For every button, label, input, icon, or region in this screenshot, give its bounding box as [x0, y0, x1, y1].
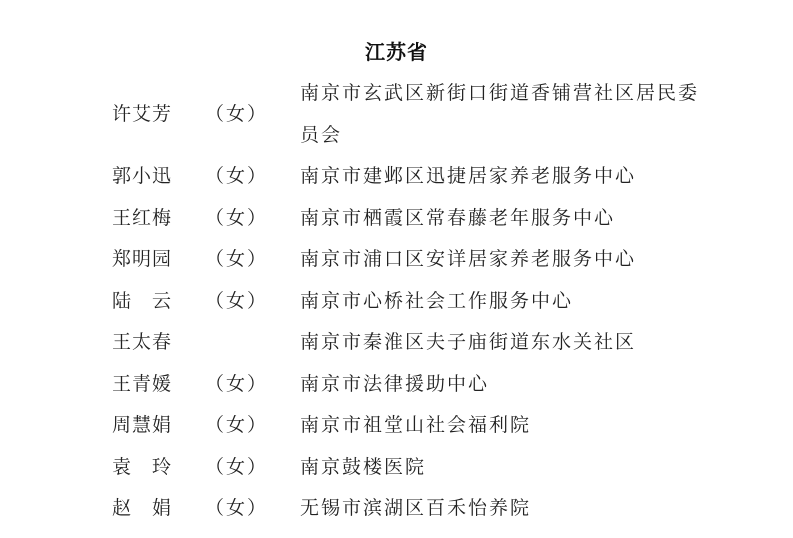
person-organization: 南京市浦口区安详居家养老服务中心	[300, 248, 637, 270]
person-gender: （女）	[205, 497, 269, 519]
person-organization: 南京鼓楼医院	[300, 455, 427, 478]
person-name: 赵 娟	[112, 497, 173, 519]
person-gender: （女）	[205, 103, 269, 125]
honoree-list	[0, 73, 793, 530]
person-name: 郭小迅	[112, 165, 173, 187]
person-organization: 南京市建邺区迅捷居家养老服务中心	[300, 165, 637, 187]
page-title: 江苏省	[365, 40, 428, 64]
person-name: 陆 云	[112, 289, 173, 312]
person-organization: 南京市祖堂山社会福利院	[300, 414, 532, 436]
person-gender: （女）	[205, 206, 269, 229]
person-name: 许艾芳	[112, 103, 173, 125]
person-organization: 南京市法律援助中心	[300, 372, 490, 395]
person-gender: （女）	[205, 248, 269, 270]
list-item	[0, 488, 793, 530]
person-name: 王青媛	[112, 372, 173, 395]
list-item	[0, 447, 793, 489]
person-name: 王红梅	[112, 206, 173, 229]
list-item	[0, 405, 793, 447]
person-name: 郑明园	[112, 248, 173, 270]
list-item	[0, 322, 793, 364]
person-organization: 南京市心桥社会工作服务中心	[300, 289, 574, 312]
list-item	[0, 239, 793, 281]
person-name: 周慧娟	[112, 414, 173, 436]
person-gender: （女）	[205, 165, 269, 187]
list-item	[0, 156, 793, 198]
person-name: 袁 玲	[112, 455, 173, 478]
person-gender: （女）	[205, 455, 269, 478]
person-gender: （女）	[205, 372, 269, 395]
person-gender: （女）	[205, 289, 269, 312]
person-organization: 无锡市滨湖区百禾怡养院	[300, 497, 532, 519]
person-organization: 南京市栖霞区常春藤老年服务中心	[300, 206, 616, 229]
list-item	[0, 73, 793, 156]
person-gender: （女）	[205, 414, 269, 436]
person-name: 王太春	[112, 331, 173, 353]
list-item	[0, 198, 793, 240]
list-item	[0, 364, 793, 406]
list-item	[0, 281, 793, 323]
person-organization: 南京市玄武区新街口街道香铺营社区居民委员会	[300, 82, 700, 146]
person-organization: 南京市秦淮区夫子庙街道东水关社区	[300, 331, 637, 353]
